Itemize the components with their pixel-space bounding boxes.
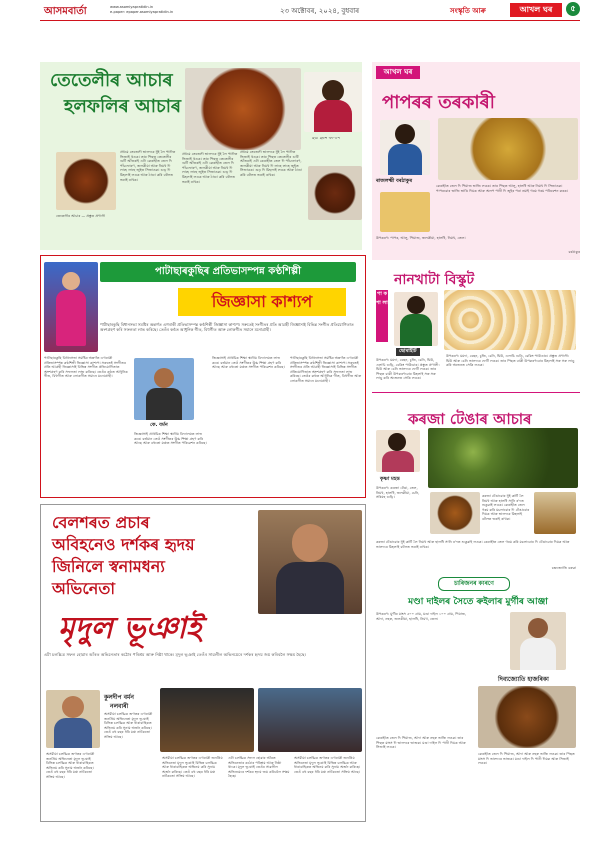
story7-tag: চাৰিজনৰ কাৰণে [438, 577, 510, 591]
story1-body-3: প্ৰথমে তেতেলী ভালদৰে ধুই লৈ পানীত ভিজাই থওক। তাৰ পিছত তেতেলীৰ গুটি আঁতৰাই এটা কেৰাহীত তেল দি পাঁচফোৰণ, জলকীয়া আৰু নিমখ দি লাহে লাহে জুইত সিজাওক। গুড় দি মিহলাই লওক আৰু ঠাণ্ডা কৰি বটলত ভৰাই ৰাখক। [240, 150, 302, 177]
story3-name: জিজ্ঞাসা কাশ্যপ [178, 288, 346, 316]
masthead-section-name: আখল ঘৰ [510, 3, 562, 17]
page-number: ৫ [566, 2, 580, 16]
masthead [0, 0, 610, 22]
story3-banner: পাটাছাৰকুছিৰ প্ৰতিভাসম্পন্ন কণ্ঠশিল্পী [100, 262, 356, 282]
story1-pickle-photo-3 [308, 166, 362, 220]
story5-body-2: কৰজা টেঙাবোৰ ধুই কাটি লৈ নিমখ আৰু হালধি সানি ৰ'দত শুকুৱাই লওক। কেৰাহীত তেল গৰম কৰি মচলাবোৰ দি টেঙাবোৰ দিয়ক আৰু ভালদৰে মিহলাই বটলত ভৰাই ৰাখক। [376, 540, 570, 549]
story2-credit: বৰঠাকুৰ [568, 250, 580, 254]
story7-body-2: কেৰাহীত তেল দি পিঁয়াজ, আদা আৰু নহৰু ভাজি লওক। তাৰ পিছত মাংস দি ভালদৰে ভাজক। মণ্ডা দাইল দি পানী দিয়ক আৰু সিজাই লওক। [478, 752, 575, 766]
story1-author-photo [304, 72, 362, 132]
story4-author: ছোমাইটি [396, 348, 420, 356]
story6-lead: এটা চলচ্চিত্ৰ সফল হোৱাৰ আঁৰত অভিনেতাৰ কঠোৰ পৰিশ্ৰম আৰু নিষ্ঠা থাকে। মৃদুল ভূঞাই তেওঁৰ সাৱলীল অভিনয়েৰে দৰ্শকৰ হৃদয় জয় কৰিবলৈ সক্ষম হৈছে। [44, 652, 306, 657]
story4-biscuit-photo [444, 290, 576, 350]
story1-author: ইয়া ইমন কাশ্যপ [312, 137, 341, 141]
story4-vertical-label: পা ক শা লা [376, 290, 388, 342]
masthead-logo: আসমবাৰ্তা [44, 6, 87, 17]
story6-body-3: অসমীয়া চলচ্চিত্ৰ জগতৰ এগৰাকী জনপ্ৰিয় অভিনেতা মৃদুল ভূঞাই বিভিন্ন চলচ্চিত্ৰ আৰু ধাৰাবাহিকত অভিনয় কৰি সুনাম অৰ্জন কৰিছে। তেওঁ বহু বছৰ ধৰি মঞ্চ নাটকতো সক্ৰিয় আছে। [162, 756, 223, 779]
story6-headline-l1: বেলশৰত প্ৰচাৰ [52, 513, 150, 532]
story6-author-l2: নলবাৰী [110, 703, 129, 710]
story6-name: মৃদুল ভূঞাই [58, 611, 202, 646]
story4-body-1: উপকৰণ: ময়দা, বেছন, চুজি, চেনি, ঘিউ, এলাচি গুড়ি, বেকিং পাউডাৰ। প্ৰস্তুত প্ৰণালী: ঘিউ আৰু চেনি ভালদৰে ফেটি লওক। তাৰ পিছত বাকী উপকৰণবোৰ মিহলাই সৰু সৰু লাড়ু কৰি অভেনত সেকি লওক। [376, 358, 440, 381]
story7-body-1: কেৰাহীত তেল দি পিঁয়াজ, আদা আৰু নহৰু ভাজি লওক। তাৰ পিছত মাংস দি ভালদৰে ভাজক। মণ্ডা দাইল দি পানী দিয়ক আৰু সিজাই লওক। [376, 736, 466, 750]
story3-singer-photo [44, 262, 98, 352]
story5-credit: চন্দ্ৰজ্যোতি বৰুৱা [551, 566, 576, 570]
story7-curry-photo [478, 686, 576, 748]
story6-stage-photo [160, 688, 254, 752]
story3-body-2: জিজ্ঞাসাই প্ৰাথমিক শিক্ষা স্থানীয় বিদ্যালয়ত লাভ কৰে। বৰ্তমান তেওঁ সংগীতৰ উচ্চ শিক্ষা গ্ৰহণ কৰি আছে আৰু বহুতো মঞ্চত সংগীত পৰিৱেশন কৰিছে। [134, 432, 207, 446]
story2-papad-photo [380, 192, 430, 232]
masthead-section-prefix: সংস্কৃতি আৰু [450, 7, 486, 15]
story6-headline-l4: অভিনেতা [52, 579, 115, 598]
story5-author: কৃষ্ণা মহন্ত [380, 476, 400, 482]
story1-left-caption: তেতেলীৰ আচাৰ — প্ৰস্তুত প্ৰণালী [56, 214, 105, 218]
story4-author-photo [394, 292, 438, 346]
story3-body-3: জিজ্ঞাসাই প্ৰাথমিক শিক্ষা স্থানীয় বিদ্যালয়ত লাভ কৰে। বৰ্তমান তেওঁ সংগীতৰ উচ্চ শিক্ষা গ্ৰহণ কৰি আছে আৰু বহুতো মঞ্চত সংগীত পৰিৱেশন কৰিছে। [212, 356, 285, 370]
masthead-web-2: e-paper: epaper.asomiyapratidin.in [110, 10, 174, 14]
story1-pickle-photo-2 [56, 152, 116, 210]
story6-actor-photo-2 [46, 690, 100, 748]
masthead-web-1: www.asomiyapratidin.in [110, 5, 154, 9]
story2-title: পাপৰৰ তৰকাৰী [382, 92, 495, 113]
story6-author-l1: কুলদীপ বৰ্মন [104, 694, 134, 701]
story2-body: কেৰাহীত তেল দি পিঁয়াজ ভাজি লওক। তাৰ পিছত আলু, হালধি আৰু নিমখ দি সিজাওক। পাপৰবোৰ ভাজি ভাঙি দিয়ক আৰু অলপ পানী দি জুইৰ পৰা নমাই গৰম গৰম পৰিবেশন কৰক। [436, 184, 568, 193]
story5-jar-photo [534, 492, 576, 534]
story3-author-photo [134, 358, 194, 420]
story5-fruit-photo [428, 428, 578, 488]
story4-body-2: উপকৰণ: ময়দা, বেছন, চুজি, চেনি, ঘিউ, এলাচি গুড়ি, বেকিং পাউডাৰ। প্ৰস্তুত প্ৰণালী: ঘিউ আৰু চেনি ভালদৰে ফেটি লওক। তাৰ পিছত বাকী উপকৰণবোৰ মিহলাই সৰু সৰু লাড়ু কৰি অভেনত সেকি লওক। [446, 354, 575, 368]
story5-top-rule [372, 392, 580, 393]
story5-title: কৰজা টেঙাৰ আচাৰ [408, 410, 532, 428]
story2-author: ৰাজলক্ষ্মী বৰঠাকুৰ [376, 178, 413, 184]
story7-ingredients: উপকৰণ: মুৰ্গীৰ মাংস ৫০০ গ্ৰাম, মণ্ডা দাইল ১০০ গ্ৰাম, পিঁয়াজ, আদা, নহৰু, জলকীয়া, হালধি, নিমখ, তেল। [376, 612, 467, 621]
story1-body-2: প্ৰথমে তেতেলী ভালদৰে ধুই লৈ পানীত ভিজাই থওক। তাৰ পিছত তেতেলীৰ গুটি আঁতৰাই এটা কেৰাহীত তেল দি পাঁচফোৰণ, জলকীয়া আৰু নিমখ দি লাহে লাহে জুইত সিজাওক। গুড় দি মিহলাই লওক আৰু ঠাণ্ডা কৰি বটলত ভৰাই ৰাখক। [182, 152, 238, 184]
story3-body-4: পাটাছাৰকুছি বিধানসভা সমষ্টিৰ অন্তৰ্গত এগৰাকী প্ৰতিভাসম্পন্ন কণ্ঠশিল্পী জিজ্ঞাসা কাশ্যপ। সৰুতেই সংগীতৰ প্ৰতি আগ্ৰহী জিজ্ঞাসাই বিভিন্ন সংগীত প্ৰতিযোগিতাত অংশগ্ৰহণ কৰি সফলতা লাভ কৰিছে। তেওঁৰ কণ্ঠত আধুনিক গীত, বিহুগীত আৰু লোকগীত সমানে মনোগ্ৰাহী। [290, 356, 362, 383]
story6-actor-photo-main [258, 510, 362, 614]
story3-intro: পাটাছাৰকুছি বিধানসভা সমষ্টিৰ অন্তৰ্গত এগৰাকী প্ৰতিভাসম্পন্ন কণ্ঠশিল্পী জিজ্ঞাসা কাশ্যপ। সৰুতেই সংগীতৰ প্ৰতি আগ্ৰহী জিজ্ঞাসাই বিভিন্ন সংগীত প্ৰতিযোগিতাত অংশগ্ৰহণ কৰি সফলতা লাভ কৰিছে। তেওঁৰ কণ্ঠত আধুনিক গীত, বিহুগীত আৰু লোকগীত সমানে মনোগ্ৰাহী। [100, 322, 354, 332]
story2-tag: আখল ঘৰ [376, 66, 420, 79]
story6-headline-l3: জিনিলে স্বনামধন্য [52, 557, 165, 576]
story6-body-4: এটা চলচ্চিত্ৰ সফল হোৱাৰ আঁৰত অভিনেতাৰ কঠোৰ পৰিশ্ৰম আৰু নিষ্ঠা থাকে। মৃদুল ভূঞাই তেওঁৰ সাৱলীল অভিনয়েৰে দৰ্শকৰ হৃদয় জয় কৰিবলৈ সক্ষম হৈছে। [228, 756, 290, 779]
story2-caption: উপকৰণ: পাপৰ, আলু, পিঁয়াজ, জলকীয়া, হালধি, নিমখ, তেল। [376, 236, 466, 240]
story6-headline-l2: অবিহনেও দৰ্শকৰ হৃদয় [52, 535, 195, 554]
story7-author-photo [510, 612, 566, 670]
story1-pickle-photo-1 [185, 68, 301, 150]
story6-group-photo [258, 688, 362, 752]
story2-dish-photo [438, 118, 578, 180]
masthead-rule [40, 20, 580, 21]
story7-title: মণ্ডা দাইলৰ সৈতে ৰুইলাৰ মুৰ্গীৰ আঞ্জা [408, 597, 548, 607]
story6-body-2: অসমীয়া চলচ্চিত্ৰ জগতৰ এগৰাকী জনপ্ৰিয় অভিনেতা মৃদুল ভূঞাই বিভিন্ন চলচ্চিত্ৰ আৰু ধাৰাবাহিকত অভিনয় কৰি সুনাম অৰ্জন কৰিছে। তেওঁ বহু বছৰ ধৰি মঞ্চ নাটকতো সক্ৰিয় আছে। [104, 712, 153, 739]
story5-ingredients: উপকৰণ: কৰজা টেঙা, তেল, নিমখ, হালধি, জলকীয়া, চেনি, সৰিয়হ গুড়ি। [376, 486, 420, 500]
story5-pickle-photo [430, 492, 480, 534]
story6-body-5: অসমীয়া চলচ্চিত্ৰ জগতৰ এগৰাকী জনপ্ৰিয় অভিনেতা মৃদুল ভূঞাই বিভিন্ন চলচ্চিত্ৰ আৰু ধাৰাবাহিকত অভিনয় কৰি সুনাম অৰ্জন কৰিছে। তেওঁ বহু বছৰ ধৰি মঞ্চ নাটকতো সক্ৰিয় আছে। [294, 756, 361, 774]
story3-author: কে. বৰ্মন [150, 422, 168, 428]
masthead-date: ২৩ অক্টোবৰ, ২০২৪, বুধবাৰ [280, 7, 360, 15]
story5-body-1: কৰজা টেঙাবোৰ ধুই কাটি লৈ নিমখ আৰু হালধি সানি ৰ'দত শুকুৱাই লওক। কেৰাহীত তেল গৰম কৰি মচলাবোৰ দি টেঙাবোৰ দিয়ক আৰু ভালদৰে মিহলাই বটলত ভৰাই ৰাখক। [482, 494, 530, 521]
story6-body-1: অসমীয়া চলচ্চিত্ৰ জগতৰ এগৰাকী জনপ্ৰিয় অভিনেতা মৃদুল ভূঞাই বিভিন্ন চলচ্চিত্ৰ আৰু ধাৰাবাহিকত অভিনয় কৰি সুনাম অৰ্জন কৰিছে। তেওঁ বহু বছৰ ধৰি মঞ্চ নাটকতো সক্ৰিয় আছে। [46, 752, 95, 779]
story1-title-line1: তেতেলীৰ আচাৰ [50, 70, 173, 91]
story1-body-1: প্ৰথমে তেতেলী ভালদৰে ধুই লৈ পানীত ভিজাই থওক। তাৰ পিছত তেতেলীৰ গুটি আঁতৰাই এটা কেৰাহীত তেল দি পাঁচফোৰণ, জলকীয়া আৰু নিমখ দি লাহে লাহে জুইত সিজাওক। গুড় দি মিহলাই লওক আৰু ঠাণ্ডা কৰি বটলত ভৰাই ৰাখক। [120, 150, 176, 182]
story4-title: নানখাটা বিস্কুট [394, 272, 475, 288]
story5-author-photo [376, 430, 420, 472]
story3-body-1: পাটাছাৰকুছি বিধানসভা সমষ্টিৰ অন্তৰ্গত এগৰাকী প্ৰতিভাসম্পন্ন কণ্ঠশিল্পী জিজ্ঞাসা কাশ্যপ। সৰুতেই সংগীতৰ প্ৰতি আগ্ৰহী জিজ্ঞাসাই বিভিন্ন সংগীত প্ৰতিযোগিতাত অংশগ্ৰহণ কৰি সফলতা লাভ কৰিছে। তেওঁৰ কণ্ঠত আধুনিক গীত, বিহুগীত আৰু লোকগীত সমানে মনোগ্ৰাহী। [44, 356, 128, 379]
story7-author: দিব্যজ্যোতি হাজৰিকা [498, 676, 549, 683]
story1-title-line2: হলফলিৰ আচাৰ [64, 96, 182, 117]
story2-author-photo [380, 120, 430, 175]
